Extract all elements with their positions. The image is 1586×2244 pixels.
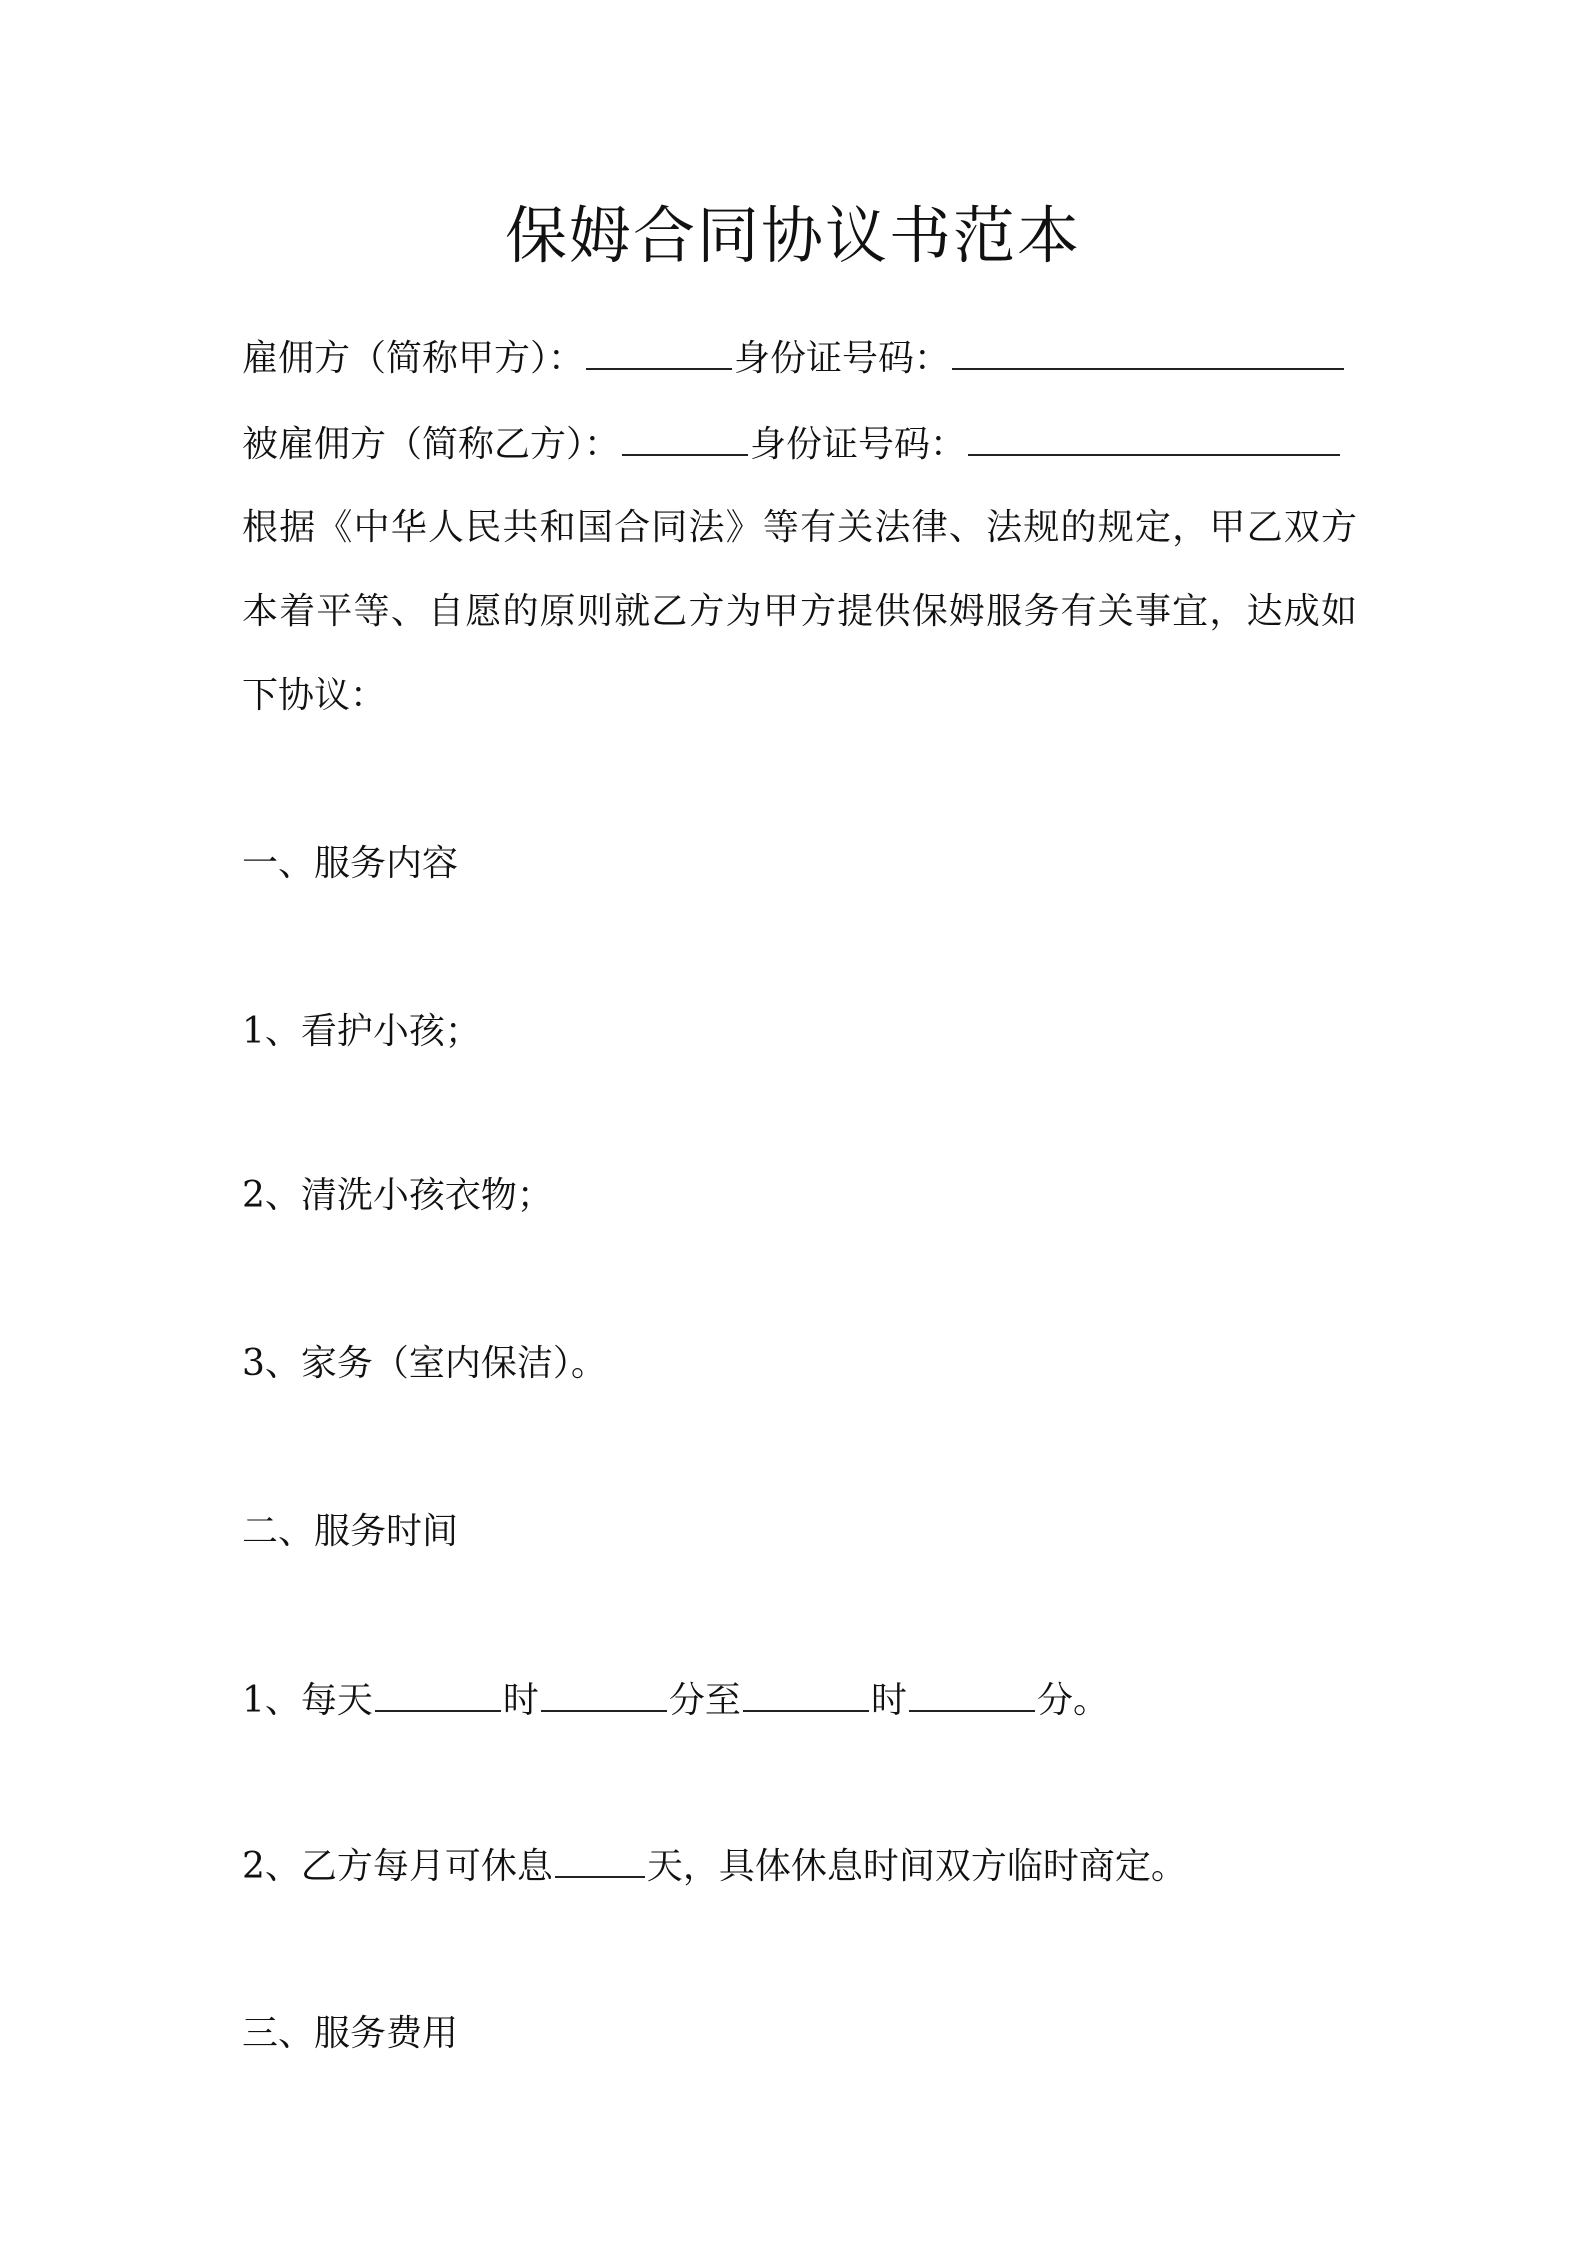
employer-id-blank[interactable] (952, 334, 1344, 370)
time-item-1-prefix: 1、每天 (242, 1680, 373, 1721)
employee-id-blank[interactable] (968, 420, 1340, 456)
time-item-2-prefix: 2、乙方每月可休息 (242, 1846, 553, 1887)
service-item-2: 2、清洗小孩衣物； (242, 1175, 553, 1216)
service-item-3: 3、家务（室内保洁）。 (242, 1343, 607, 1384)
document-title: 保姆合同协议书范本 (504, 199, 1081, 272)
time-item-2-suffix: 天，具体休息时间双方临时商定。 (646, 1846, 1187, 1887)
end-hour-blank[interactable] (743, 1676, 869, 1712)
employee-name-blank[interactable] (622, 420, 748, 456)
employer-line (242, 334, 1346, 383)
employee-line (242, 420, 1342, 469)
intro-paragraph: 根据《中华人民共和国合同法》等有关法律、法规的规定，甲乙双方本着平等、自愿的原则就乙方为甲方提供保姆服务有关事宜，达成如下协议： (242, 507, 1357, 716)
employer-id-label: 身份证号码： (734, 338, 951, 379)
end-hour-label: 时 (870, 1680, 907, 1721)
time-item-1 (242, 1676, 1109, 1725)
time-item-2 (242, 1842, 1187, 1891)
section-1-heading: 一、服务内容 (242, 843, 459, 884)
start-hour-blank[interactable] (375, 1676, 501, 1712)
section-2-heading: 二、服务时间 (242, 1511, 459, 1552)
employer-name-blank[interactable] (586, 334, 732, 370)
start-minute-blank[interactable] (541, 1676, 667, 1712)
employee-id-label: 身份证号码： (750, 424, 967, 465)
employee-label: 被雇佣方（简称乙方）： (242, 424, 621, 465)
start-minute-label: 分至 (668, 1680, 741, 1721)
end-minute-label: 分。 (1036, 1680, 1109, 1721)
section-3-heading: 三、服务费用 (242, 2013, 459, 2054)
employer-label: 雇佣方（简称甲方）： (242, 338, 585, 379)
start-hour-label: 时 (502, 1680, 539, 1721)
end-minute-blank[interactable] (909, 1676, 1035, 1712)
rest-days-blank[interactable] (555, 1842, 645, 1878)
service-item-1: 1、看护小孩； (242, 1011, 481, 1052)
